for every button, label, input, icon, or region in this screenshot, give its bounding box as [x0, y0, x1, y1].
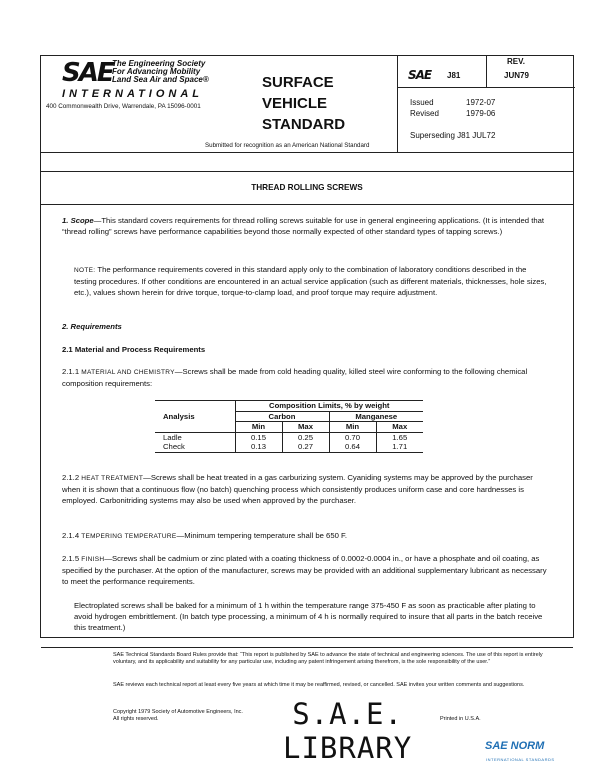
- society-line: The Engineering Society: [112, 59, 206, 68]
- board-rules-note: SAE Technical Standards Board Rules provide that: “This report is published by SAE to advance the state of technical and engineering sciences. The use of this report is entirely voluntary, and its applicability and suitability for any particular use, including any patent infringement arising therefrom, is the sole responsibility of the user.”: [113, 652, 543, 665]
- carbon-header: Carbon: [235, 411, 329, 422]
- tempering-heading: TEMPERING TEMPERATURE: [81, 533, 177, 540]
- cell-carbon-min: 0.15: [235, 432, 282, 442]
- chemistry-paragraph: [62, 366, 548, 389]
- rev-box-bottom: [397, 87, 575, 88]
- cell-manganese-max: 1.65: [376, 432, 423, 442]
- row-name: Ladle: [155, 432, 235, 442]
- issue-dates: [410, 97, 495, 119]
- copyright: [113, 709, 243, 723]
- cell-manganese-min: 0.70: [329, 432, 376, 442]
- submitted-note: Submitted for recognition as an American National Standard: [205, 142, 370, 149]
- carbon-max-header: Max: [282, 422, 329, 433]
- stamp-line: LIBRARY: [283, 731, 413, 765]
- table-row: [155, 442, 423, 452]
- cell-manganese-min: 0.64: [329, 442, 376, 452]
- stamp-line: S.A.E.: [292, 697, 403, 731]
- cell-carbon-max: 0.25: [282, 432, 329, 442]
- sae-logo: SAE: [62, 58, 113, 88]
- scope-paragraph: [62, 215, 548, 237]
- doc-type-line: STANDARD: [262, 116, 346, 133]
- library-stamp: [283, 697, 412, 765]
- heat-number: 2.1.2: [62, 473, 80, 482]
- note-text: The performance requirements covered in this standard apply only to the combination of laboratory conditions described in the testing procedures. If other conditions are encountered in an actual service application (such as different materials, thicknesses, hole sizes, etc.), values shown herein for drive torque, torque-to-clamp load, and proof torque may require adjustment.: [74, 265, 547, 297]
- heat-treatment-paragraph: [62, 472, 548, 506]
- rev-box-divider: [486, 56, 487, 87]
- manganese-max-header: Max: [376, 422, 423, 433]
- doc-type-line: VEHICLE: [262, 95, 328, 112]
- composition-table: [155, 400, 423, 453]
- chemistry-number: 2.1.1: [62, 367, 80, 376]
- document-number: J81: [447, 71, 461, 80]
- scope-number: 1.: [62, 216, 69, 225]
- scope-heading: Scope: [70, 216, 94, 225]
- document-type: [262, 72, 345, 135]
- tempering-paragraph: [62, 530, 548, 542]
- carbon-min-header: Min: [235, 422, 282, 433]
- international-wordmark: INTERNATIONAL: [62, 88, 204, 100]
- material-heading: 2.1 Material and Process Requirements: [62, 345, 206, 354]
- composition-caption: Composition Limits, % by weight: [235, 401, 423, 412]
- chemistry-heading: MATERIAL AND CHEMISTRY: [81, 369, 175, 376]
- cell-manganese-max: 1.71: [376, 442, 423, 452]
- sae-norm-watermark: SAE NORM: [485, 740, 545, 752]
- revised-label: Revised: [410, 109, 439, 118]
- header-vertical-divider: [397, 56, 398, 152]
- heat-text: —Screws shall be heat treated in a gas carburizing system. Cyaniding systems may be approved by the purchaser when it is shown that a continuous flow (no batch) quenching process which consistently produces uniform case and core hardnesses is employed. Carbonitriding systems may also be used when approved by the purchaser.: [62, 473, 533, 505]
- cell-carbon-max: 0.27: [282, 442, 329, 452]
- manganese-header: Manganese: [329, 411, 423, 422]
- row-name: Check: [155, 442, 235, 452]
- heat-heading: HEAT TREATMENT: [81, 475, 144, 482]
- revised-value: 1979-06: [466, 109, 496, 118]
- finish-heading: FINISH: [81, 556, 105, 563]
- copyright-line: Copyright 1979 Society of Automotive Engineers, Inc.: [113, 709, 243, 715]
- review-note: SAE reviews each technical report at least every five years at which time it may be reaffirmed, revised, or cancelled. SAE invites your written comments and suggestions.: [113, 682, 525, 688]
- finish-text: —Screws shall be cadmium or zinc plated with a coating thickness of 0.0002-0.0004 in., or have a phosphate and oil coating, as specified by the purchaser. At the option of the manufacturer, screws may be provided with an additional supplementary lubricant as necessary to meet the performance requirements.: [62, 554, 547, 586]
- finish-paragraph: [62, 553, 548, 587]
- electroplate-paragraph: Electroplated screws shall be baked for a minimum of 1 h within the temperature range 375-450 F as soon as practicable after plating to avoid hydrogen embrittlement. (In batch type processing, a minimum of 4 h is normally required to insure that all parts in the batch receive this treatment.): [74, 601, 543, 632]
- sae-norm-subtitle: INTERNATIONAL STANDARDS: [486, 757, 555, 762]
- title-rule-bottom: [41, 204, 573, 205]
- footer-divider: [41, 647, 573, 648]
- society-line: For Advancing Mobility: [112, 67, 201, 76]
- note-paragraph: [62, 264, 548, 298]
- chemistry-text: —Screws shall be made from cold heading quality, killed steel wire conforming to the following chemical composition requirements:: [62, 367, 528, 388]
- printed-note: Printed in U.S.A.: [440, 716, 481, 722]
- doc-type-line: SURFACE: [262, 74, 334, 91]
- issued-value: 1972-07: [466, 98, 496, 107]
- analysis-header: Analysis: [155, 401, 235, 433]
- superseding-note: Superseding J81 JUL72: [410, 131, 496, 140]
- header-divider: [41, 152, 573, 153]
- finish-number: 2.1.5: [62, 554, 80, 563]
- society-tagline: [112, 60, 209, 84]
- title-rule-top: [41, 171, 573, 172]
- tempering-number: 2.1.4: [62, 531, 80, 540]
- rev-label: REV.: [507, 57, 525, 66]
- tempering-text: —Minimum tempering temperature shall be 650 F.: [176, 531, 347, 540]
- society-line: Land Sea Air and Space®: [112, 75, 209, 84]
- requirements-heading: 2. Requirements: [62, 322, 122, 331]
- sae-small-logo: SAE: [408, 68, 432, 82]
- scope-text: —This standard covers requirements for thread rolling screws suitable for use in general engineering applications. (It is intended that “thread rolling” screws have performance capabilities beyond those normally expected of other standard types of tapping screws.): [62, 216, 545, 236]
- manganese-min-header: Min: [329, 422, 376, 433]
- table-row: [155, 432, 423, 442]
- rev-date: JUN79: [504, 71, 529, 80]
- note-label: NOTE:: [74, 267, 96, 274]
- issued-label: Issued: [410, 98, 434, 107]
- rights-line: All rights reserved.: [113, 716, 159, 722]
- document-title: THREAD ROLLING SCREWS: [251, 183, 363, 192]
- address: 400 Commonwealth Drive, Warrendale, PA 15096-0001: [46, 103, 201, 110]
- cell-carbon-min: 0.13: [235, 442, 282, 452]
